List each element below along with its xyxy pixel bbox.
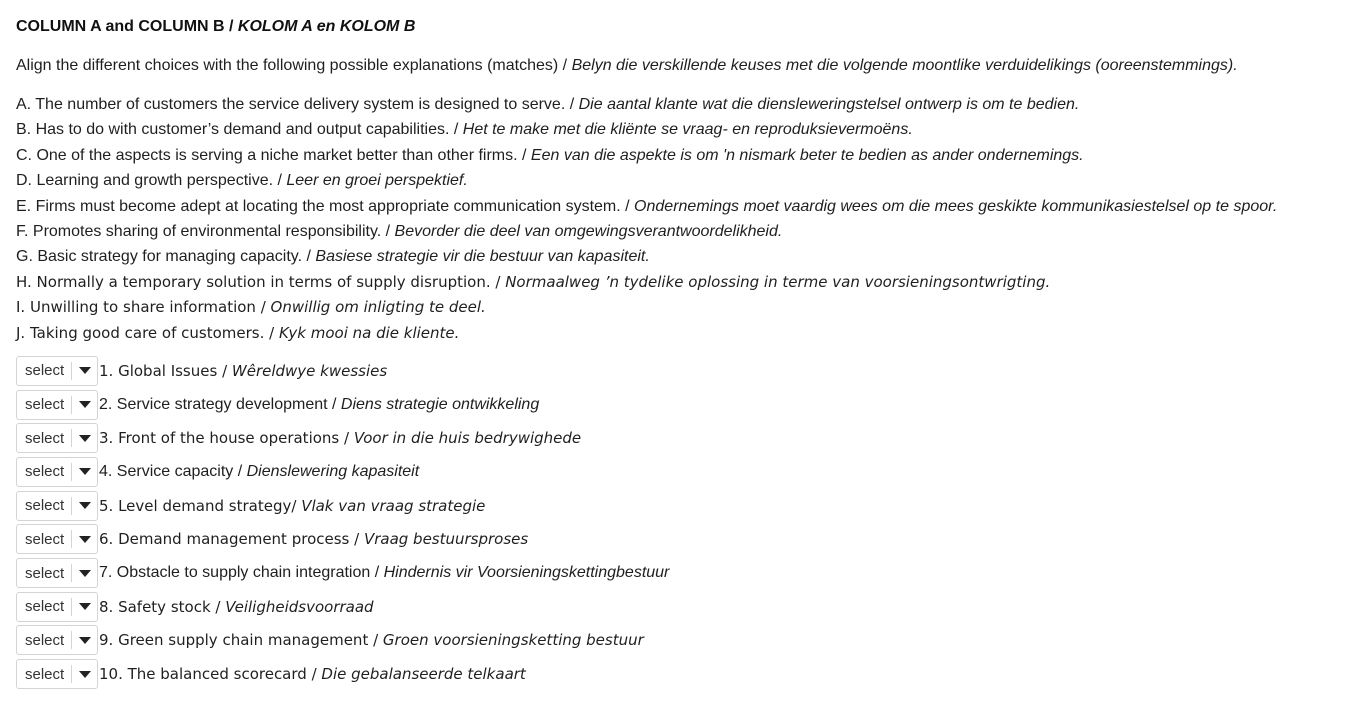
answer-option-i — [16, 295, 1346, 320]
item-afrikaans: Vlak van vraag strategie — [301, 496, 486, 515]
item-afrikaans: Die gebalanseerde telkaart — [321, 665, 526, 684]
option-english: C. One of the aspects is serving a niche market better than other firms. / — [16, 146, 531, 164]
matching-row-5 — [16, 489, 1346, 523]
matching-row-7 — [16, 556, 1346, 590]
item-english: 9. Green supply chain management / — [99, 631, 383, 650]
select-value: select — [25, 530, 65, 548]
matching-item-label — [99, 362, 387, 380]
dropdown-arrow-icon[interactable] — [72, 401, 97, 408]
dropdown-arrow-icon[interactable] — [72, 435, 97, 442]
option-english: G. Basic strategy for managing capacity. / — [16, 248, 316, 266]
matching-row-2 — [16, 388, 1346, 422]
matching-row-4 — [16, 455, 1346, 489]
option-afrikaans: Bevorder die deel van omgewingsverantwoordelikheid. — [394, 223, 783, 241]
heading-english: COLUMN A and COLUMN B / — [16, 18, 238, 35]
item-english: 5. Level demand strategy/ — [99, 496, 302, 515]
item-afrikaans: Wêreldwye kwessies — [231, 361, 388, 380]
match-select-5[interactable] — [16, 491, 98, 521]
question-heading — [16, 16, 1346, 38]
option-english: E. Firms must become adept at locating the most appropriate communication system. / — [16, 197, 635, 215]
matching-row-6 — [16, 523, 1346, 557]
item-english: 7. Obstacle to supply chain integration / — [99, 564, 384, 582]
select-value: select — [25, 362, 65, 380]
matching-row-10 — [16, 657, 1346, 691]
instruction-english: Align the different choices with the following possible explanations (matches) / — [16, 57, 572, 74]
match-select-9[interactable] — [16, 625, 98, 655]
option-afrikaans: Die aantal klante wat die diensleweringstelsel ontwerp is om te bedien. — [578, 96, 1080, 113]
instruction-afrikaans: Belyn die verskillende keuses met die volgende moontlike verduidelikings (ooreenstemmings). — [571, 57, 1238, 74]
match-select-3[interactable] — [16, 423, 98, 453]
matching-item-label — [99, 530, 528, 548]
item-afrikaans: Diens strategie ontwikkeling — [340, 395, 540, 413]
option-english: H. Normally a temporary solution in terms of supply disruption. / — [16, 272, 506, 291]
item-english: 10. The balanced scorecard / — [99, 665, 322, 684]
dropdown-arrow-icon[interactable] — [72, 367, 97, 374]
match-select-8[interactable] — [16, 592, 98, 622]
match-select-10[interactable] — [16, 659, 98, 689]
answer-option-g — [16, 244, 1346, 269]
dropdown-arrow-icon[interactable] — [72, 502, 97, 509]
answer-option-b — [16, 117, 1346, 142]
option-afrikaans: Ondernemings moet vaardig wees om die mees geskikte kommunikasiestelsel op te spoor. — [634, 197, 1278, 215]
matching-item-label — [99, 497, 485, 515]
dropdown-arrow-icon[interactable] — [72, 671, 97, 678]
item-english: 4. Service capacity / — [99, 462, 247, 480]
answer-option-f — [16, 219, 1346, 244]
item-afrikaans: Voor in die huis bedrywighede — [353, 429, 582, 448]
item-english: 6. Demand management process / — [99, 530, 364, 549]
dropdown-arrow-icon[interactable] — [72, 536, 97, 543]
option-english: D. Learning and growth perspective. / — [16, 172, 287, 190]
item-afrikaans: Dienslewering kapasiteit — [246, 462, 420, 480]
matching-item-label — [99, 665, 526, 683]
answer-option-d — [16, 168, 1346, 193]
heading-afrikaans: KOLOM A en KOLOM B — [237, 18, 416, 35]
option-afrikaans: Het te make met die kliënte se vraag- en reproduksievermoëns. — [462, 121, 913, 139]
item-afrikaans: Veiligheidsvoorraad — [225, 597, 374, 616]
match-select-6[interactable] — [16, 524, 98, 554]
item-english: 1. Global Issues / — [99, 361, 232, 380]
item-afrikaans: Hindernis vir Voorsieningskettingbestuur — [383, 564, 670, 582]
matching-item-label — [99, 429, 581, 447]
matching-items-list — [16, 354, 1346, 691]
select-value: select — [25, 564, 65, 582]
option-afrikaans: Leer en groei perspektief. — [286, 172, 468, 190]
option-afrikaans: Normaalweg ’n tydelike oplossing in terme van voorsieningsontwrigting. — [505, 272, 1051, 291]
answer-option-a — [16, 92, 1346, 117]
matching-row-8 — [16, 590, 1346, 624]
option-english: F. Promotes sharing of environmental responsibility. / — [16, 223, 395, 241]
select-value: select — [25, 396, 65, 414]
option-english: J. Taking good care of customers. / — [16, 323, 279, 342]
match-select-7[interactable] — [16, 558, 98, 588]
option-afrikaans: Onwillig om inligting te deel. — [270, 298, 486, 317]
match-select-1[interactable] — [16, 356, 98, 386]
option-english: B. Has to do with customer’s demand and output capabilities. / — [16, 121, 463, 139]
matching-item-label — [99, 631, 644, 649]
select-value: select — [25, 665, 65, 683]
option-afrikaans: Kyk mooi na die kliente. — [278, 323, 460, 342]
select-value: select — [25, 497, 65, 515]
item-english: 3. Front of the house operations / — [99, 429, 354, 448]
matching-item-label — [99, 564, 669, 582]
answer-options-list — [16, 92, 1346, 346]
question-container — [16, 16, 1346, 691]
match-select-2[interactable] — [16, 390, 98, 420]
matching-row-1 — [16, 354, 1346, 388]
dropdown-arrow-icon[interactable] — [72, 637, 97, 644]
select-value: select — [25, 631, 65, 649]
dropdown-arrow-icon[interactable] — [72, 468, 97, 475]
matching-row-9 — [16, 624, 1346, 658]
matching-item-label — [99, 396, 539, 414]
item-english: 8. Safety stock / — [99, 597, 226, 616]
item-afrikaans: Groen voorsieningsketting bestuur — [382, 631, 644, 650]
option-afrikaans: Basiese strategie vir die bestuur van kapasiteit. — [315, 248, 650, 266]
matching-item-label — [99, 598, 374, 616]
answer-option-j — [16, 321, 1346, 346]
matching-row-3 — [16, 421, 1346, 455]
option-english: I. Unwilling to share information / — [16, 298, 271, 317]
answer-option-c — [16, 143, 1346, 168]
answer-option-e — [16, 194, 1346, 219]
option-english: A. The number of customers the service delivery system is designed to serve. / — [16, 96, 579, 113]
option-afrikaans: Een van die aspekte is om 'n nismark beter te bedien as ander ondernemings. — [530, 146, 1084, 164]
answer-option-h — [16, 270, 1346, 295]
select-value: select — [25, 429, 65, 447]
select-value: select — [25, 598, 65, 616]
select-value: select — [25, 463, 65, 481]
matching-item-label — [99, 463, 419, 481]
item-english: 2. Service strategy development / — [99, 395, 341, 413]
item-afrikaans: Vraag bestuursproses — [363, 530, 529, 549]
match-select-4[interactable] — [16, 457, 98, 487]
dropdown-arrow-icon[interactable] — [72, 570, 97, 577]
question-instruction — [16, 55, 1346, 77]
dropdown-arrow-icon[interactable] — [72, 603, 97, 610]
